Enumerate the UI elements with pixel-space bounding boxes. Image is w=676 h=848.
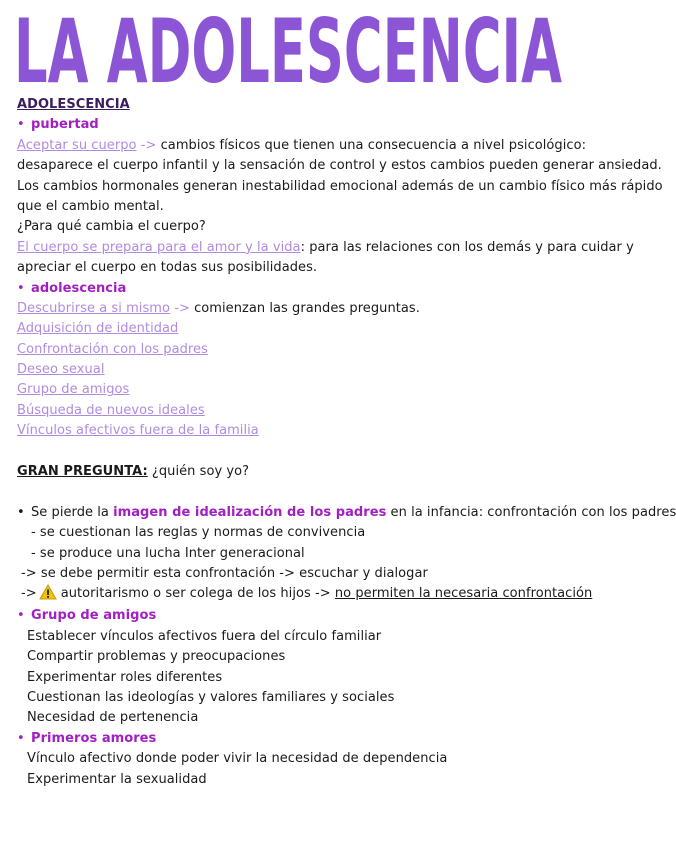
notes-content xyxy=(17,95,676,790)
link-busqueda-ideales[interactable]: Búsqueda de nuevos ideales xyxy=(17,402,205,418)
arrow-line-warning: -> autoritarismo o ser colega de los hijos -> no permiten la necesaria confrontación xyxy=(17,584,632,606)
list-item: Experimentar roles diferentes xyxy=(27,669,223,685)
text-line: Los cambios hormonales generan inestabilidad emocional además de un cambio físico más rápido xyxy=(17,178,663,194)
bullet-icon: • xyxy=(17,117,25,133)
list-item: Compartir problemas y preocupaciones xyxy=(27,649,286,665)
text-line: Aceptar su cuerpo -> cambios físicos que tienen una consecuencia a nivel psicológico: xyxy=(17,137,587,153)
bullet-icon: • xyxy=(17,280,25,296)
spacer xyxy=(17,482,632,502)
page-title xyxy=(14,0,634,103)
list-item xyxy=(17,319,632,339)
link-confrontacion-padres[interactable]: Confrontación con los padres xyxy=(17,341,208,357)
link-deseo-sexual[interactable]: Deseo sexual xyxy=(17,362,105,378)
sub-item: - se cuestionan las reglas y normas de convivencia xyxy=(31,525,366,541)
arrow-line: -> se debe permitir esta confrontación -> escuchar y dialogar xyxy=(21,565,428,581)
list-item xyxy=(17,401,632,421)
bullet-heading-grupo-amigos: • Grupo de amigos xyxy=(17,606,632,626)
text-line: apreciar el cuerpo en todas sus posibilidades. xyxy=(17,260,318,276)
link-aceptar-su-cuerpo[interactable]: Aceptar su cuerpo xyxy=(17,137,137,153)
bullet-icon: • xyxy=(17,608,25,624)
bullet-heading-primeros-amores: • Primeros amores xyxy=(17,729,632,749)
bullet-idealizacion: • Se pierde la imagen de idealización de los padres en la infancia: confrontación con los padres xyxy=(17,503,632,523)
page-title-text: LA ADOLESCENCIA xyxy=(14,0,562,103)
list-item: Necesidad de pertenencia xyxy=(27,710,199,726)
link-vinculos-afectivos[interactable]: Vínculos afectivos fuera de la familia xyxy=(17,423,259,439)
warning-icon xyxy=(39,584,57,607)
text-line: que el cambio mental. xyxy=(17,198,164,214)
list-item: Vínculo afectivo donde poder vivir la necesidad de dependencia xyxy=(27,751,448,767)
list-item: Establecer vínculos afectivos fuera del círculo familiar xyxy=(27,628,382,644)
list-item xyxy=(17,340,632,360)
link-el-cuerpo-se-prepara[interactable]: El cuerpo se prepara para el amor y la vida xyxy=(17,239,301,255)
gran-pregunta: GRAN PREGUNTA: ¿quién soy yo? xyxy=(17,464,250,480)
text-line: ¿Para qué cambia el cuerpo? xyxy=(17,219,206,235)
bullet-heading-adolescencia: • adolescencia xyxy=(17,279,632,299)
spacer xyxy=(17,442,632,462)
list-item xyxy=(17,360,632,380)
list-item xyxy=(17,421,632,441)
text-line: desaparece el cuerpo infantil y la sensación de control y estos cambios pueden generar ansiedad. xyxy=(17,158,662,174)
link-adquisicion-identidad[interactable]: Adquisición de identidad xyxy=(17,321,179,337)
bullet-icon: • xyxy=(17,730,25,746)
text-line: Descubrirse a si mismo -> comienzan las grandes preguntas. xyxy=(17,300,420,316)
link-descubrirse[interactable]: Descubrirse a si mismo xyxy=(17,300,171,316)
text-line: El cuerpo se prepara para el amor y la vida: para las relaciones con los demás y para cuidar y xyxy=(17,239,634,255)
list-item: Experimentar la sexualidad xyxy=(27,771,207,787)
bullet-icon: • xyxy=(17,504,25,520)
list-item: Cuestionan las ideologías y valores familiares y sociales xyxy=(27,689,395,705)
bullet-heading-pubertad: • pubertad xyxy=(17,115,632,135)
sub-item: - se produce una lucha Inter generacional xyxy=(31,545,305,561)
list-item xyxy=(17,380,632,400)
section-heading-adolescencia: ADOLESCENCIA xyxy=(17,97,130,112)
link-grupo-amigos[interactable]: Grupo de amigos xyxy=(17,382,130,398)
